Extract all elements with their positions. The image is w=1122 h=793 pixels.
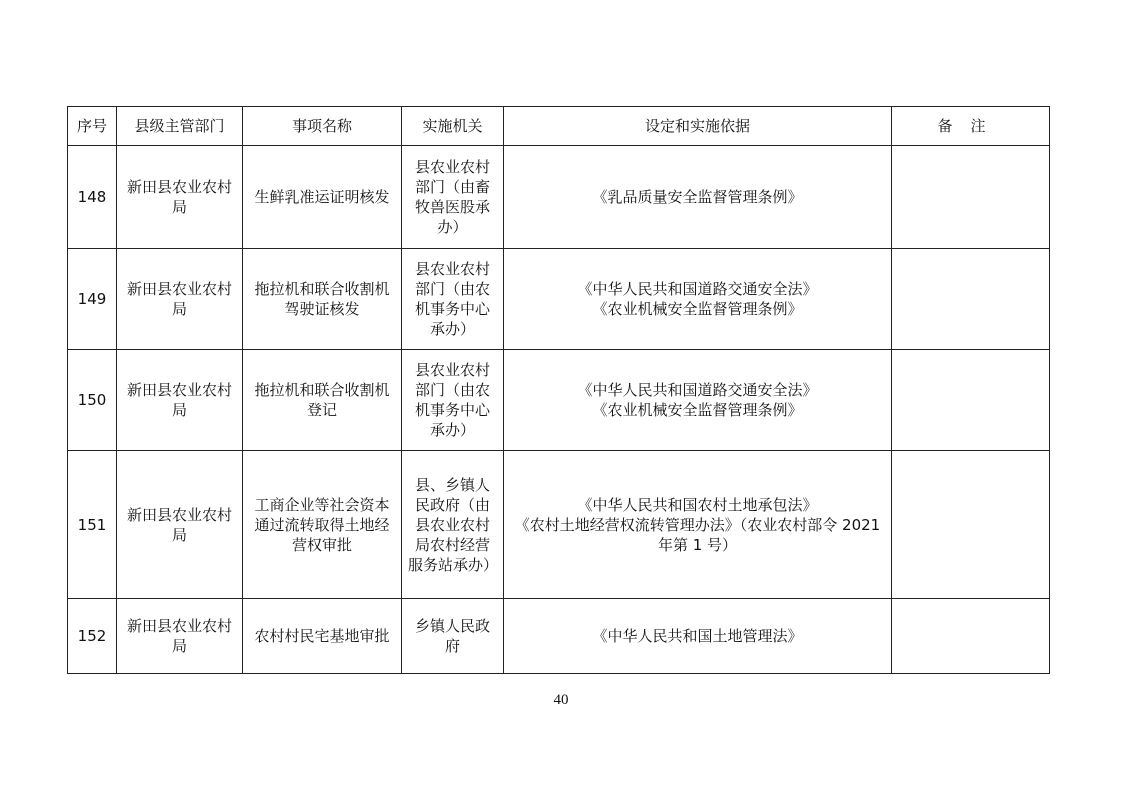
table-row bbox=[68, 451, 1050, 599]
row-item: 工商企业等社会资本通过流转取得土地经营权审批 bbox=[243, 451, 402, 599]
basis-line: 《农村土地经营权流转管理办法》（农业农村部令 2021 年第 1 号） bbox=[514, 515, 881, 554]
row-item: 拖拉机和联合收割机驾驶证核发 bbox=[243, 249, 402, 350]
header-index: 序号 bbox=[68, 107, 117, 146]
header-item: 事项名称 bbox=[243, 107, 402, 146]
header-department: 县级主管部门 bbox=[117, 107, 243, 146]
row-department: 新田县农业农村局 bbox=[117, 599, 243, 674]
row-index: 150 bbox=[68, 350, 117, 451]
row-department: 新田县农业农村局 bbox=[117, 249, 243, 350]
approval-items-table bbox=[67, 106, 1050, 674]
row-basis bbox=[504, 350, 892, 451]
row-agency: 县农业农村部门（由农机事务中心承办） bbox=[402, 350, 504, 451]
header-notes: 备注 bbox=[892, 107, 1050, 146]
row-department: 新田县农业农村局 bbox=[117, 451, 243, 599]
table-header-row bbox=[68, 107, 1050, 146]
row-notes bbox=[892, 451, 1050, 599]
basis-line: 《乳品质量安全监督管理条例》 bbox=[592, 188, 803, 206]
row-basis bbox=[504, 249, 892, 350]
row-notes bbox=[892, 350, 1050, 451]
row-agency: 乡镇人民政府 bbox=[402, 599, 504, 674]
header-basis: 设定和实施依据 bbox=[504, 107, 892, 146]
row-agency: 县、乡镇人民政府（由县农业农村局农村经营服务站承办） bbox=[402, 451, 504, 599]
row-basis bbox=[504, 451, 892, 599]
row-notes bbox=[892, 146, 1050, 249]
table-row bbox=[68, 249, 1050, 350]
row-agency: 县农业农村部门（由畜牧兽医股承办） bbox=[402, 146, 504, 249]
row-basis bbox=[504, 599, 892, 674]
row-index: 148 bbox=[68, 146, 117, 249]
basis-line: 《农业机械安全监督管理条例》 bbox=[592, 300, 803, 318]
header-agency: 实施机关 bbox=[402, 107, 504, 146]
basis-line: 《中华人民共和国土地管理法》 bbox=[592, 627, 803, 645]
basis-line: 《中华人民共和国农村土地承包法》 bbox=[577, 495, 818, 514]
row-item: 拖拉机和联合收割机登记 bbox=[243, 350, 402, 451]
basis-line: 《中华人民共和国道路交通安全法》 bbox=[577, 381, 818, 399]
row-index: 149 bbox=[68, 249, 117, 350]
row-notes bbox=[892, 249, 1050, 350]
row-basis bbox=[504, 146, 892, 249]
basis-line: 《中华人民共和国道路交通安全法》 bbox=[577, 280, 818, 298]
page-number: 40 bbox=[553, 692, 569, 708]
table-row bbox=[68, 350, 1050, 451]
table-row bbox=[68, 146, 1050, 249]
row-notes bbox=[892, 599, 1050, 674]
row-index: 152 bbox=[68, 599, 117, 674]
row-item: 生鲜乳准运证明核发 bbox=[243, 146, 402, 249]
table-row bbox=[68, 599, 1050, 674]
row-index: 151 bbox=[68, 451, 117, 599]
row-agency: 县农业农村部门（由农机事务中心承办） bbox=[402, 249, 504, 350]
row-department: 新田县农业农村局 bbox=[117, 350, 243, 451]
row-department: 新田县农业农村局 bbox=[117, 146, 243, 249]
row-item: 农村村民宅基地审批 bbox=[243, 599, 402, 674]
basis-line: 《农业机械安全监督管理条例》 bbox=[592, 401, 803, 419]
